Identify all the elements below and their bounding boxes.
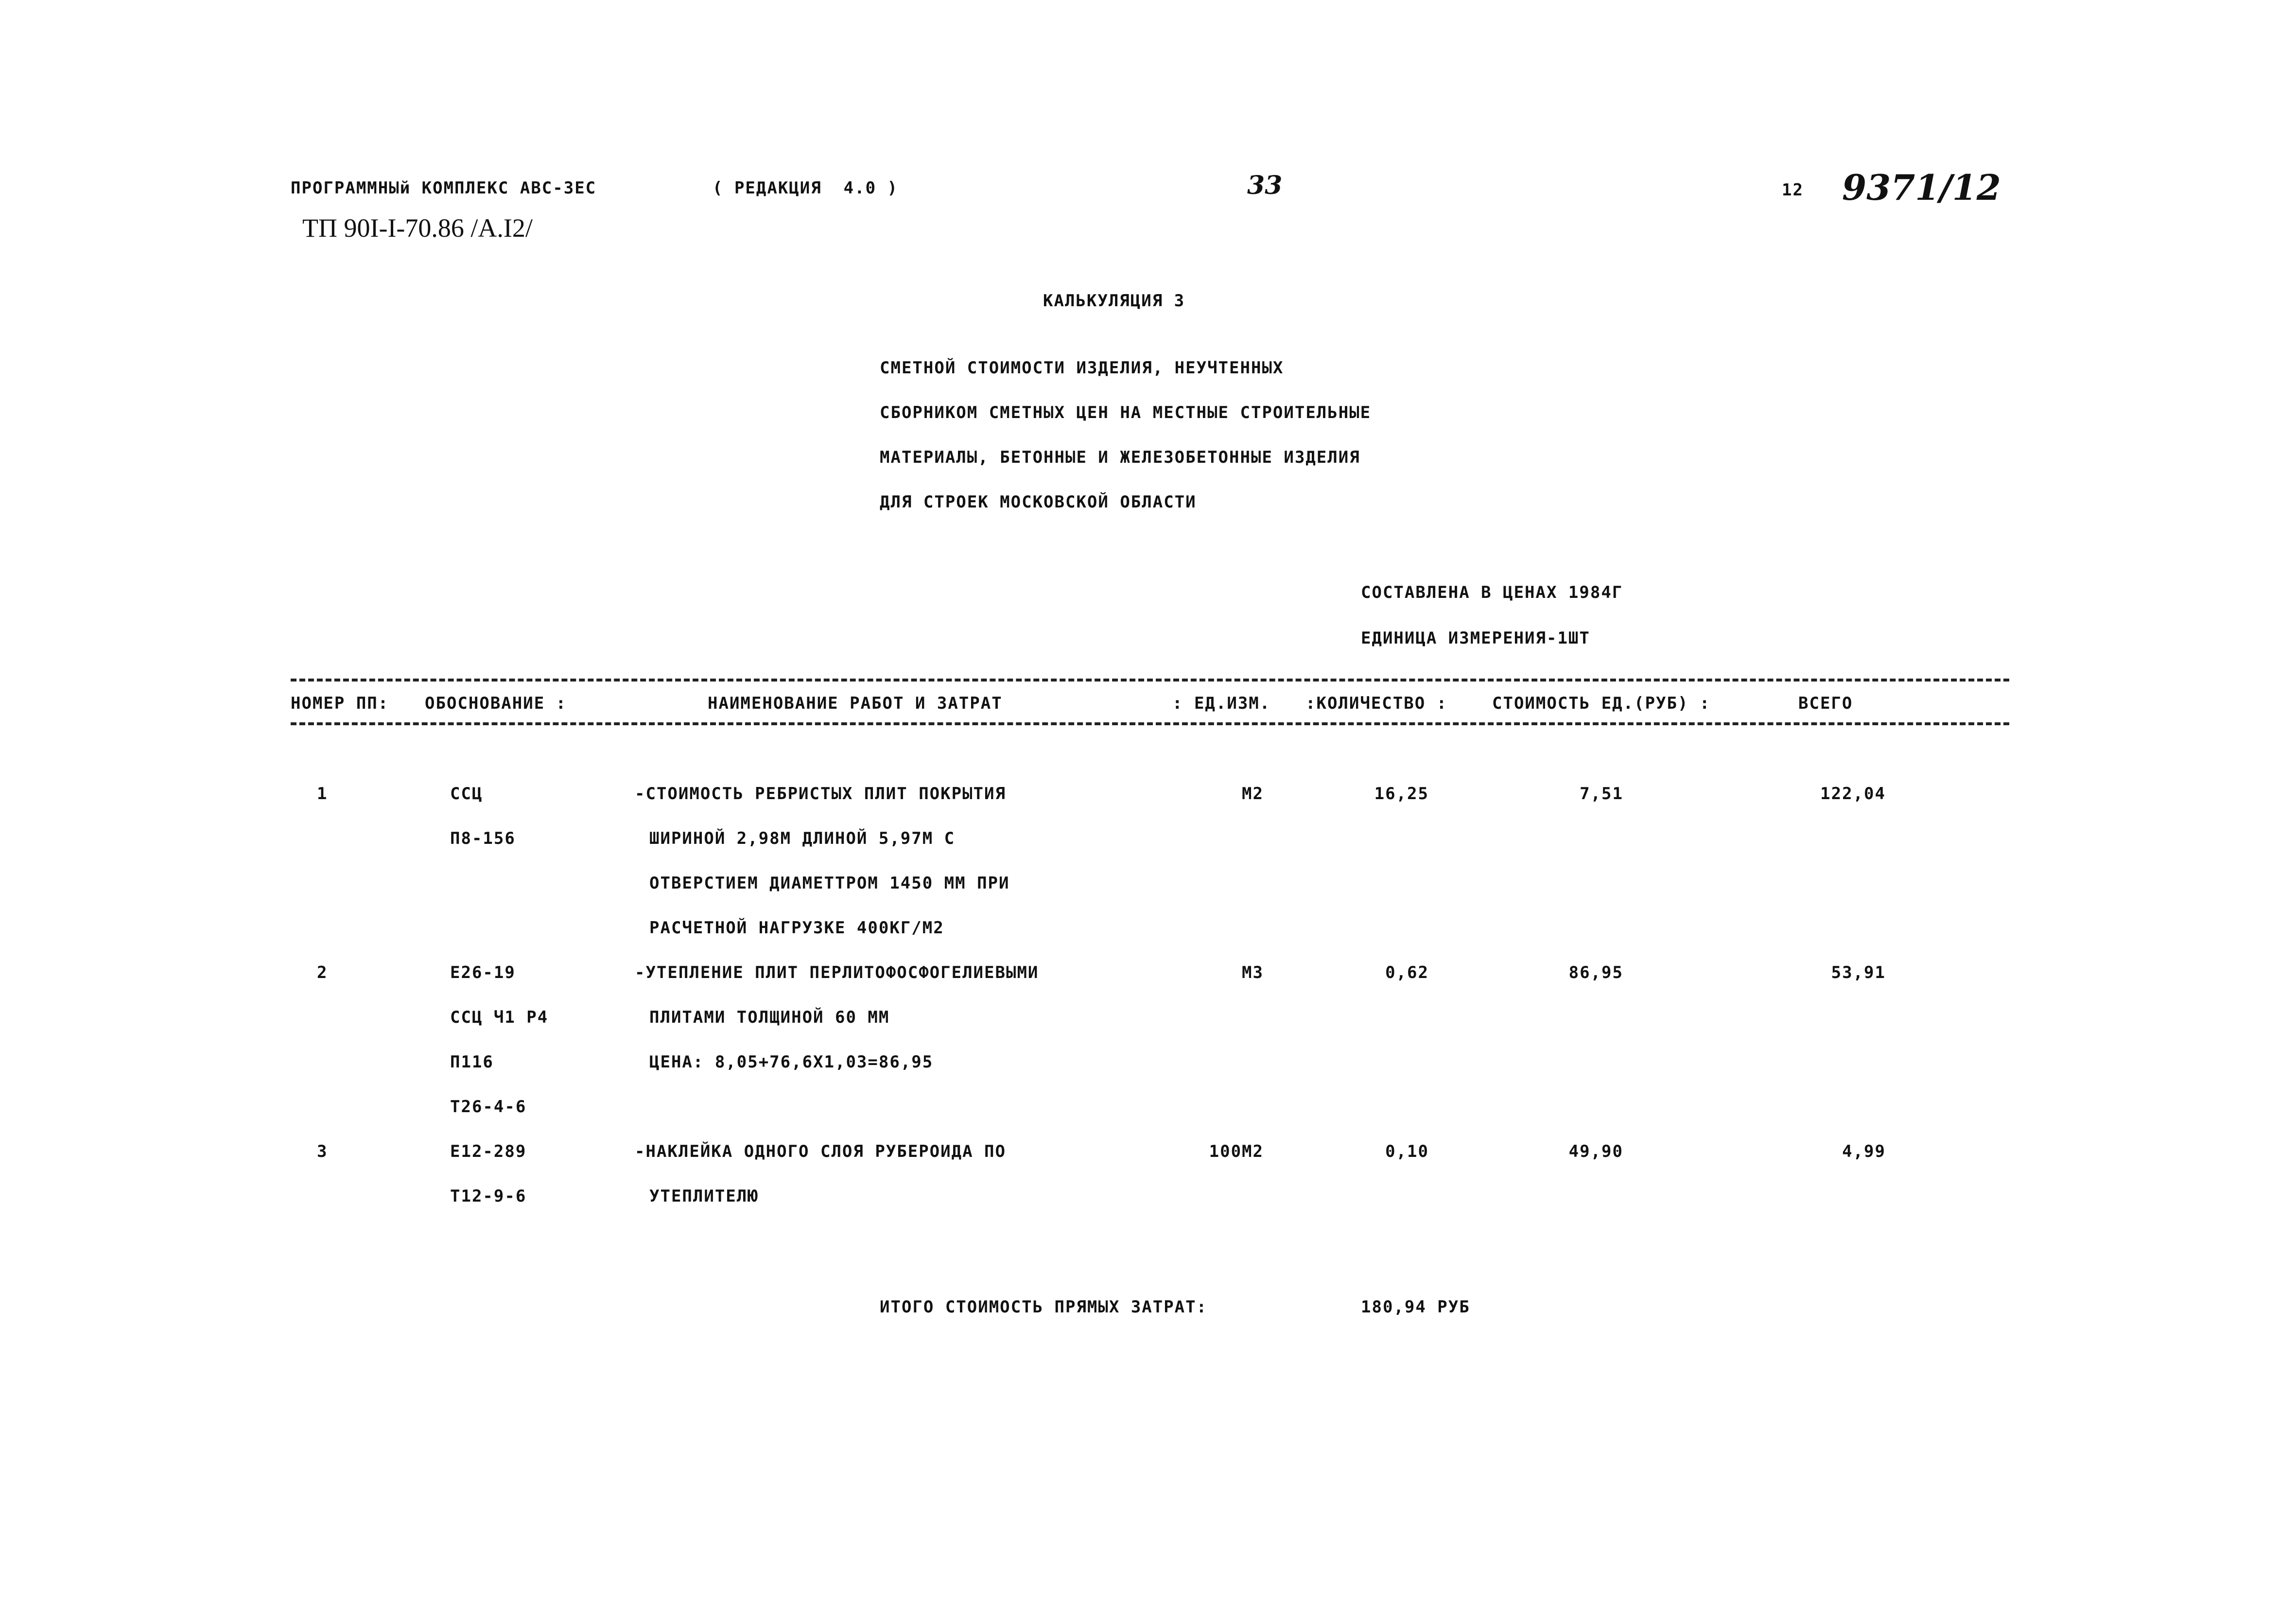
- page-number: 33: [1247, 171, 1283, 200]
- row-1-qty: 16,25: [1374, 784, 1429, 804]
- row-2-name-1: -УТЕПЛЕНИЕ ПЛИТ ПЕРЛИТОФОСФОГЕЛИЕВЫМИ: [635, 963, 1039, 982]
- row-3-name-1: -НАКЛЕЙКА ОДНОГО СЛОЯ РУБЕРОИДА ПО: [635, 1142, 1006, 1161]
- calc-title: КАЛЬКУЛЯЦИЯ 3: [1043, 291, 1185, 311]
- program-name: ПРОГРАММНЫй КОМПЛЕКС АВС-ЗЕС: [291, 178, 597, 198]
- col-header-qty: :КОЛИЧЕСТВО :: [1305, 694, 1448, 713]
- row-2-basis-4: Т26-4-6: [450, 1097, 527, 1117]
- row-2-basis-1: Е26-19: [450, 963, 516, 982]
- row-2-price: 86,95: [1568, 963, 1623, 982]
- unit-note: ЕДИНИЦА ИЗМЕРЕНИЯ-1ШТ: [1361, 629, 1590, 648]
- sheet-number: 12: [1782, 180, 1804, 200]
- project-stamp: ТП 90I-I-70.86 /А.I2/: [302, 213, 533, 243]
- col-header-total: ВСЕГО: [1798, 694, 1853, 713]
- col-header-basis: ОБОСНОВАНИЕ :: [425, 694, 567, 713]
- col-header-price: СТОИМОСТЬ ЕД.(РУБ) :: [1492, 694, 1711, 713]
- title-line-3: МАТЕРИАЛЫ, БЕТОННЫЕ И ЖЕЛЕЗОБЕТОННЫЕ ИЗДЕЛИЯ: [880, 448, 1360, 467]
- row-2-total: 53,91: [1831, 963, 1886, 982]
- row-2-qty: 0,62: [1385, 963, 1429, 982]
- title-line-1: СМЕТНОЙ СТОИМОСТИ ИЗДЕЛИЯ, НЕУЧТЕННЫХ: [880, 358, 1284, 378]
- row-1-name-2: ШИРИНОЙ 2,98М ДЛИНОЙ 5,97М С: [649, 829, 956, 848]
- row-3-qty: 0,10: [1385, 1142, 1429, 1161]
- row-1-name-4: РАСЧЕТНОЙ НАГРУЗКЕ 400КГ/М2: [649, 918, 944, 938]
- program-edition: ( РЕДАКЦИЯ 4.0 ): [713, 178, 898, 198]
- col-header-unit: : ЕД.ИЗМ.: [1172, 694, 1271, 713]
- row-2-unit: М3: [1242, 963, 1264, 982]
- row-3-name-2: УТЕПЛИТЕЛЮ: [649, 1187, 759, 1206]
- col-header-num: НОМЕР ПП:: [291, 694, 389, 713]
- row-3-unit: 100М2: [1209, 1142, 1264, 1161]
- row-1-unit: М2: [1242, 784, 1264, 804]
- row-1-name-3: ОТВЕРСТИЕМ ДИАМЕТТРОМ 1450 ММ ПРИ: [649, 873, 1010, 893]
- row-1-name-1: -СТОИМОСТЬ РЕБРИСТЫХ ПЛИТ ПОКРЫТИЯ: [635, 784, 1006, 804]
- row-3-basis-1: Е12-289: [450, 1142, 527, 1161]
- table-rule-bottom: [291, 722, 2009, 725]
- row-3-total: 4,99: [1842, 1142, 1886, 1161]
- sheet-handwritten: 9371/12: [1842, 167, 2001, 208]
- row-2-num: 2: [317, 963, 328, 982]
- row-1-total: 122,04: [1820, 784, 1886, 804]
- title-line-2: СБОРНИКОМ СМЕТНЫХ ЦЕН НА МЕСТНЫЕ СТРОИТЕЛЬНЫЕ: [880, 403, 1372, 422]
- table-rule-top: [291, 679, 2009, 681]
- row-3-num: 3: [317, 1142, 328, 1161]
- total-value: 180,94 РУБ: [1361, 1297, 1470, 1317]
- col-header-name: НАИМЕНОВАНИЕ РАБОТ И ЗАТРАТ: [708, 694, 1003, 713]
- row-3-basis-2: Т12-9-6: [450, 1187, 527, 1206]
- title-line-4: ДЛЯ СТРОЕК МОСКОВСКОЙ ОБЛАСТИ: [880, 492, 1197, 512]
- row-2-basis-3: П116: [450, 1052, 494, 1072]
- row-1-basis-1: ССЦ: [450, 784, 483, 804]
- row-2-basis-2: ССЦ Ч1 Р4: [450, 1008, 549, 1027]
- row-2-name-2: ПЛИТАМИ ТОЛЩИНОЙ 60 ММ: [649, 1008, 890, 1027]
- row-1-num: 1: [317, 784, 328, 804]
- row-3-price: 49,90: [1568, 1142, 1623, 1161]
- row-1-price: 7,51: [1580, 784, 1623, 804]
- row-2-name-3: ЦЕНА: 8,05+76,6Х1,03=86,95: [649, 1052, 934, 1072]
- row-1-basis-2: П8-156: [450, 829, 516, 848]
- prices-note: СОСТАВЛЕНА В ЦЕНАХ 1984Г: [1361, 583, 1623, 602]
- total-label: ИТОГО СТОИМОСТЬ ПРЯМЫХ ЗАТРАТ:: [880, 1297, 1208, 1317]
